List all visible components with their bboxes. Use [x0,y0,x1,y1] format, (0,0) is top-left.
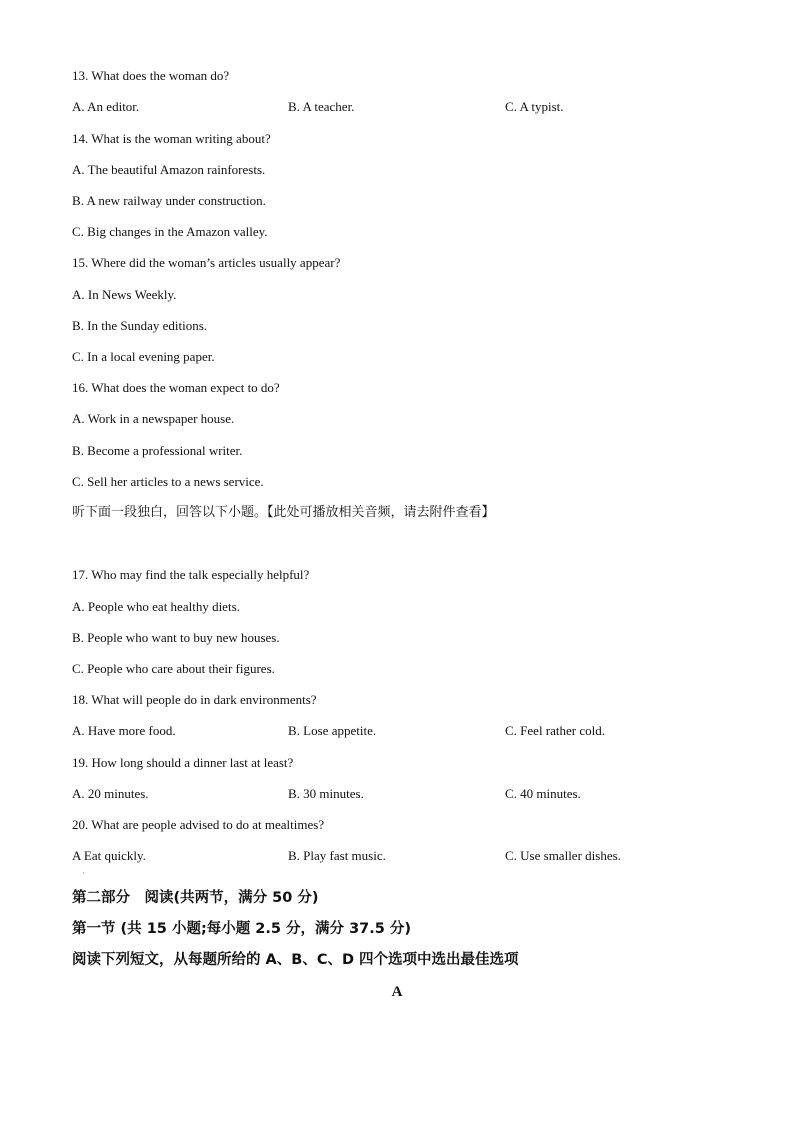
passage-letter: A [391,984,403,1000]
stray-mark: · [82,869,85,878]
option-a: A. 20 minutes. [72,786,149,801]
option-c: C. Use smaller dishes. [505,848,621,863]
option-c: C. In a local evening paper. [72,349,215,364]
option-a: A. In News Weekly. [72,287,177,302]
reading-instruction: 阅读下列短文，从每题所给的 A、B、C、D 四个选项中选出最佳选项 [72,952,519,968]
question-17: 17. Who may find the talk especially helpful? [72,567,310,582]
question-20: 20. What are people advised to do at mealtimes? [72,817,325,832]
option-b: B. 30 minutes. [288,786,364,801]
option-c: C. A typist. [505,99,564,114]
question-16: 16. What does the woman expect to do? [72,380,280,395]
option-c: C. Sell her articles to a news service. [72,474,264,489]
option-b: B. A teacher. [288,99,355,114]
option-c: C. 40 minutes. [505,786,581,801]
option-a: A. People who eat healthy diets. [72,599,240,614]
question-18: 18. What will people do in dark environments? [72,692,317,707]
option-a: A. Have more food. [72,723,176,738]
question-20-options [72,848,772,864]
option-b: B. In the Sunday editions. [72,318,208,333]
monologue-instruction: 听下面一段独白，回答以下小题。【此处可播放相关音频，请去附件查看】 [72,505,495,520]
option-b: B. Become a professional writer. [72,443,243,458]
option-a: A. The beautiful Amazon rainforests. [72,162,266,177]
option-a: A. An editor. [72,99,140,114]
part-title: 第二部分 阅读(共两节，满分 50 分) [72,890,319,906]
question-13-options [72,99,772,115]
option-c: C. Feel rather cold. [505,723,605,738]
question-19: 19. How long should a dinner last at least? [72,755,294,770]
option-b: B. Lose appetite. [288,723,377,738]
option-a: A. Work in a newspaper house. [72,411,235,426]
question-18-options [72,723,772,739]
option-c: C. People who care about their figures. [72,661,275,676]
option-b: B. Play fast music. [288,848,386,863]
option-a: A Eat quickly. [72,848,146,863]
subsection-title: 第一节 (共 15 小题;每小题 2.5 分，满分 37.5 分) [72,921,412,937]
option-b: B. People who want to buy new houses. [72,630,280,645]
question-15: 15. Where did the woman’s articles usually appear? [72,255,341,270]
question-13: 13. What does the woman do? [72,68,230,83]
question-14: 14. What is the woman writing about? [72,131,271,146]
option-c: C. Big changes in the Amazon valley. [72,224,268,239]
option-b: B. A new railway under construction. [72,193,266,208]
question-19-options [72,786,772,802]
